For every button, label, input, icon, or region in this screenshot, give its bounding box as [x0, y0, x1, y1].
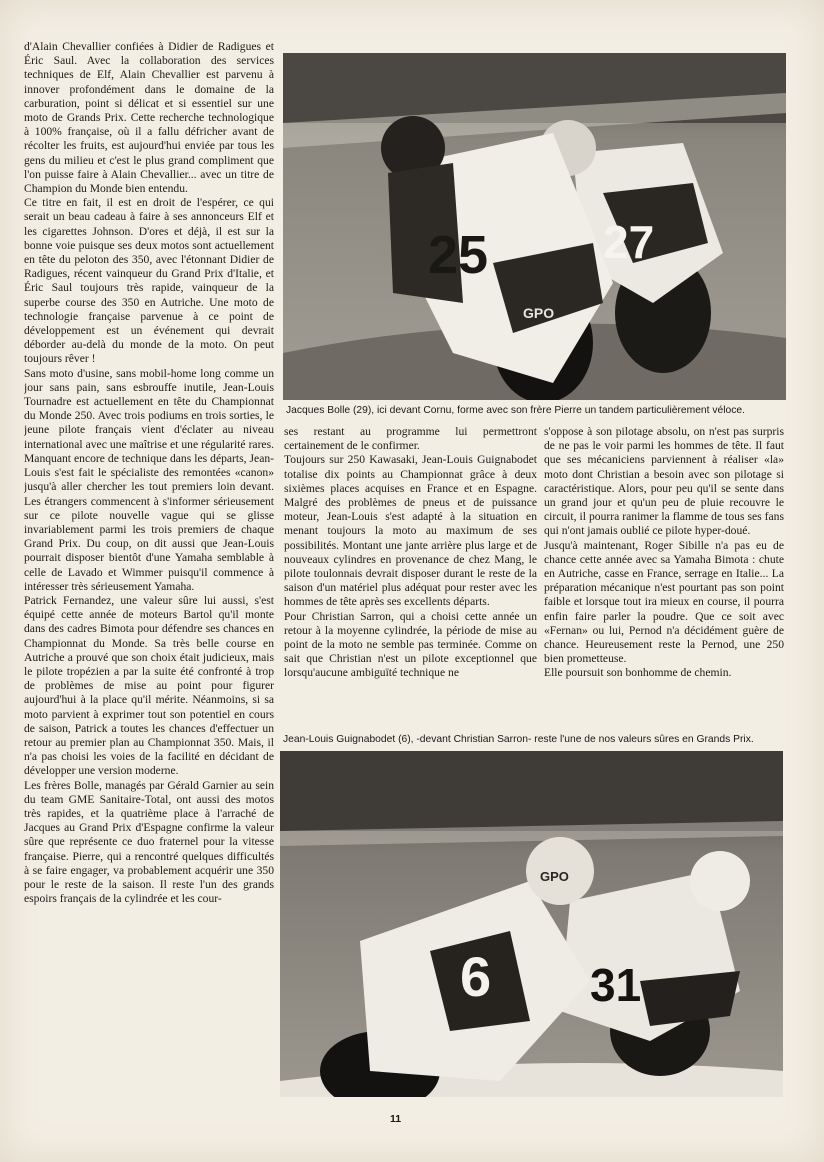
bike-number: 27 — [603, 216, 655, 268]
paragraph: Patrick Fernandez, une valeur sûre lui aussi, s'est équipé cette année de moteurs Bartol qu'il monte dans des cadres Bimota pour défendre ses chances en Championnat du Monde. Sa très belle course en Autriche a prouvé que son choix était judicieux, mais le pilote tropézien a par la suite été confronté à trop de problèmes de mise au point pour figurer aujourd'hui à la place qu'il mérite. Néanmoins, si sa moto parvient à exprimer tout son potentiel en cours de saison, Patrick a toutes les chances d'effectuer un retour au premier plan au Championnat 350. Mais, il n'a pas choisi les voies de la facilité en décidant de développer une version moderne. — [24, 593, 274, 778]
photo-race-guignabodet-sarron — [280, 751, 783, 1097]
motorcycle-photo-2-graphic — [280, 751, 783, 1097]
paragraph: Sans moto d'usine, sans mobil-home long comme un jour sans pain, sans esbrouffe inutile, Jean-Louis Tournadre est actuellement en tête du Championnat du Monde 250. Avec trois podiums en trois sorties, le jeune pilote français vient d'éclater au niveau international avec une maîtrise et une régularité rares. Manquant encore de technique dans les départs, Jean-Louis s'est fait le spécialiste des remontées «canon» jusqu'à aller chercher les tout premiers loin devant. Les étrangers commencent à s'informer sérieusement sur ce pilote nouvelle vague qui se glisse invariablement parmi les trois premiers de chaque Grand Prix. Du coup, on dit aussi que Jean-Louis pourrait disposer bientôt d'une Yamaha semblable à celle de Lavado et Wimmer puisqu'il commence à intéresser très sérieusement Yamaha. — [24, 366, 274, 593]
paragraph: ses restant au programme lui permettront certainement de le confirmer. — [284, 425, 537, 453]
paragraph: s'oppose à son pilotage absolu, on n'est pas surpris de ne pas le voir parmi les hommes de tête. Il faut que ses mécaniciens parviennent à réaliser «la» moto dont Christian a besoin avec son pilotage si caractéristique. Alors, pour peu qu'il se sente dans un grand jour et qu'un peu de pluie recouvre le circuit, il pourra ranimer la flamme de tous ses fans qui n'ont jamais oublié ce pilote hyper-doué. — [544, 425, 784, 538]
fairing-logo: GPO — [540, 869, 569, 884]
bike-number: 31 — [590, 959, 642, 1011]
bike-number: 25 — [428, 225, 489, 285]
article-column-1 — [24, 40, 274, 1102]
photo-race-bolle-cornu — [283, 53, 786, 400]
article-column-2 — [284, 425, 537, 727]
photo-caption: Jacques Bolle (29), ici devant Cornu, forme avec son frère Pierre un tandem particulièrement véloce. — [286, 405, 746, 416]
paragraph: Les frères Bolle, managés par Gérald Garnier au sein du team GME Sanitaire-Total, ont aussi des motos très rapides, et la quatrième place à l'arraché de Jacques au Grand Prix d'Espagne confirme la valeur sûre que représente ce duo fraternel pour la vitesse française. Pierre, qui a rencontré quelques difficultés à se faire engager, va probablement acquérir une 350 pour le reste de la saison. Il reste l'un des grands espoirs français de la cylindrée et les cour- — [24, 778, 274, 906]
bike-number: 6 — [460, 945, 492, 1008]
fairing-logo: GPO — [523, 305, 555, 321]
article-column-3 — [544, 425, 784, 727]
paragraph: Pour Christian Sarron, qui a choisi cette année un retour à la moyenne cylindrée, la période de mise au point de la moto ne semble pas terminée. Comme on sait que Christian n'est un pilote exceptionnel que lorsqu'aucune ambiguïté technique ne — [284, 609, 537, 680]
motorcycle-photo-1-graphic — [283, 53, 786, 400]
photo-caption: Jean-Louis Guignabodet (6), -devant Christian Sarron- reste l'une de nos valeurs sûres en Grands Prix. — [283, 734, 754, 745]
paragraph: Toujours sur 250 Kawasaki, Jean-Louis Guignabodet totalise dix points au Championnat grâce à deux sixièmes places acquises en France et en Espagne. Malgré des problèmes de pneus et de puissance moteur, Jean-Louis s'est adapté à la situation en menant toujours la moto au maximum de ses possibilités. Montant une jante arrière plus large et de nouveaux cylindres en provenance de chez Mang, le pilote toulonnais devrait disposer durant le reste de la saison d'un matériel plus adéquat pour rester avec les hommes de tête après ses excellents départs. — [284, 453, 537, 609]
paragraph: d'Alain Chevallier confiées à Didier de Radigues et Éric Saul. Avec la collaboration des services techniques de Elf, Alain Chevallier est parvenu à innover profondément dans le domaine de la carburation, point si délicat et si essentiel sur une moto de Grands Prix. Cette recherche technologique à 100% française, où il a fallu défricher avant de récolter les fruits, est aujourd'hui enviée par tous les gens du milieu et c'est le plus grand compliment que l'on puisse faire à Alain Chevallier... avec un titre de Champion du Monde bien entendu. — [24, 40, 274, 196]
page-number: 11 — [390, 1113, 402, 1125]
paragraph: Ce titre en fait, il est en droit de l'espérer, ce qui serait un beau cadeau à faire à ses annonceurs Elf et les cigarettes Johnson. D'ores et déjà, il est sur la bonne voie puisque ses deux motos sont actuellement en tête du peloton des 350, avec l'étonnant Didier de Radigues, récent vainqueur du Grand Prix d'Italie, et Éric Saul toujours très rapide, vainqueur de la superbe course des 350 en Autriche. Une moto de technologie française parvenue à ce point de développement est un événement qui devrait déborder au-delà du monde de la moto. On peut toujours rêver ! — [24, 196, 274, 366]
paragraph: Jusqu'à maintenant, Roger Sibille n'a pas eu de chance cette année avec sa Yamaha Bimota : chute en Autriche, casse en France, serrage en Italie... La préparation mécanique n'est pourtant pas son point faible et lorsque tout ira mieux en course, il pourra enfin faire parler la poudre. Que ce soit avec «Fernan» ou lui, Pernod n'a décidément guère de chance. Heureusement reste la Pernod, une 250 bien prometteuse. — [544, 538, 784, 666]
paragraph: Elle poursuit son bonhomme de chemin. — [544, 666, 732, 680]
